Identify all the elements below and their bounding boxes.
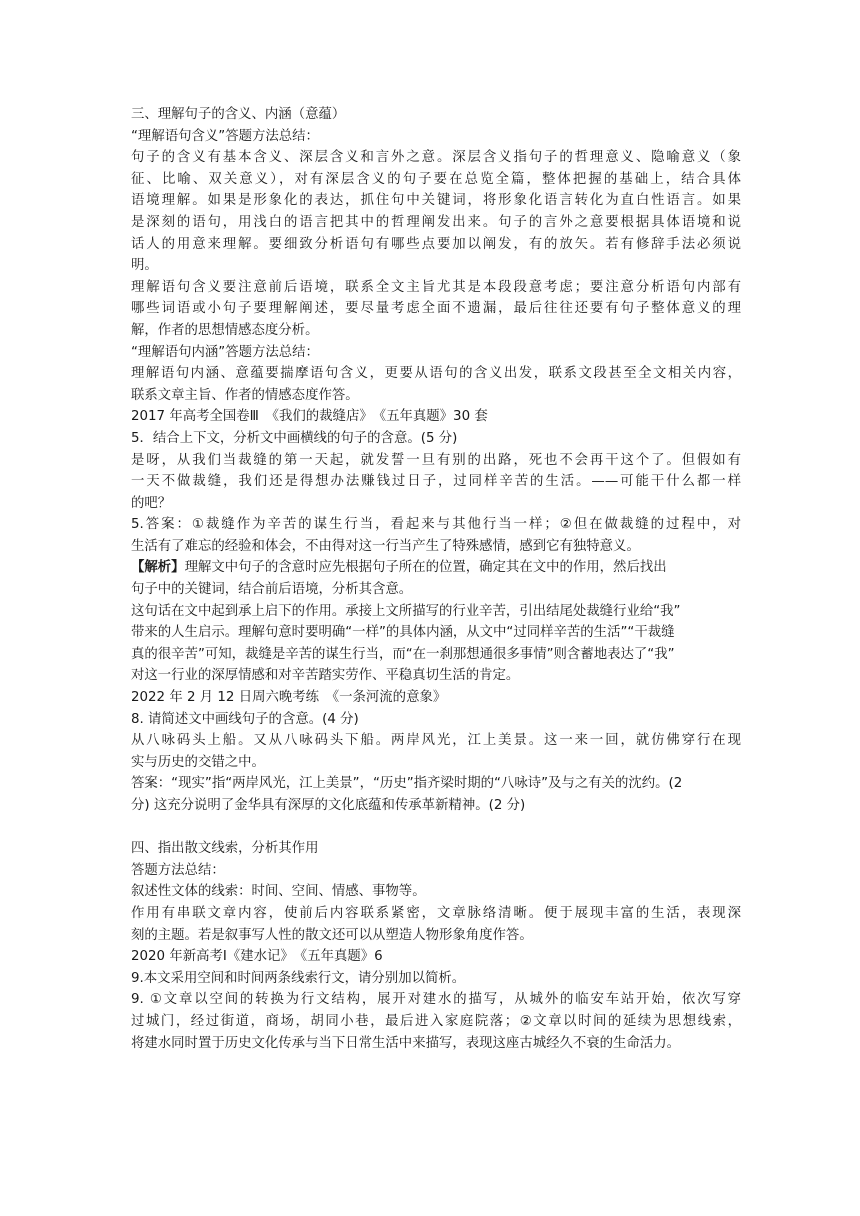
example2-answer-line: 分) 这充分说明了金华具有深厚的文化底蕴和传承革新精神。(2 分) (131, 798, 526, 813)
paragraph-line: 解，作者的思想情感态度分析。 (131, 322, 319, 338)
example1-source: 2017 年高考全国卷Ⅲ 《我们的裁缝店》 《五年真题》30 套 (131, 409, 488, 425)
example1-answer-line: 生活有了难忘的经验和体会，不由得对这一行当产生了特殊感情，感到它有独特意义。 (131, 538, 640, 554)
example3-answer-line: 将建水同时置于历史文化传承与当下日常生活中来描写，表现这座古城经久不衰的生命活力。 (131, 1035, 681, 1051)
paragraph-line: 理解语句内涵、意蕴要揣摩语句含义，更要从语句的含义出发，联系文段甚至全文相关内容， (131, 366, 741, 382)
example2-question: 8. 请简述文中画线句子的含意。(4 分) (131, 711, 359, 727)
paragraph-line: 作用有串联文章内容，使前后内容联系紧密，文章脉络清晰。便于展现丰富的生活，表现深 (131, 905, 741, 921)
spacer (131, 817, 741, 839)
example2-answer-line: 答案：“现实”指“两岸风光，江上美景”，“历史”指齐梁时期的“八咏诗”及与之有关的沈约。(2 (131, 776, 683, 792)
example1-question: 5．结合上下文，分析文中画横线的句子的含意。(5 分) (131, 430, 458, 446)
example1-answer-line: 5.答案：①裁缝作为辛苦的谋生行当，看起来与其他行当一样；②但在做裁缝的过程中，对 (131, 517, 741, 533)
paragraph-line: 联系文章主旨、作者的情感态度作答。 (131, 387, 359, 403)
example3-answer-line: 9. ①文章以空间的转换为行文结构，展开对建水的描写，从城外的临安车站开始，依次写穿 (131, 992, 741, 1008)
example1-analysis2-line: 对这一行业的深厚情感和对辛苦踏实劳作、平稳真切生活的肯定。 (131, 668, 520, 684)
example2-text-line: 从八咏码头上船。又从八咏码头下船。两岸风光，江上美景。这一来一回，就仿佛穿行在现 (131, 733, 741, 749)
paragraph-line: 是深刻的语句，用浅白的语言把其中的哲理阐发出来。句子的言外之意要根据具体语境和说 (131, 214, 741, 230)
paragraph-line: 哪些词语或小句子要理解阐述，要尽量考虑全面不遗漏，最后往往还要有句子整体意义的理 (131, 301, 741, 317)
example1-text-line: 一天不做裁缝，我们还是得想办法赚钱过日子，过同样辛苦的生活。——可能干什么都一样 (131, 474, 741, 490)
analysis-tag: 【解析】 (131, 560, 185, 576)
example3-source: 2020 年新高考Ⅰ《建水记》 《五年真题》6 (131, 949, 383, 965)
paragraph-line: 句子的含义有基本含义、深层含义和言外之意。深层含义指句子的哲理意义、隐喻意义（象 (131, 150, 741, 166)
document-page (131, 104, 741, 1054)
example1-analysis2-line: 真的很辛苦”可知，裁缝是辛苦的谋生行当，而“在一刹那想通很多事情”则含蓄地表达了“我” (131, 646, 675, 662)
example1-text-line: 是呀，从我们当裁缝的第一天起，就发誓一旦有别的出路，死也不会再干这个了。但假如有 (131, 452, 741, 468)
section4-heading: 四、指出散文线索，分析其作用 (131, 841, 319, 857)
example1-analysis2-line: 带来的人生启示。理解句意时要明确“一样”的具体内涵，从文中“过同样辛苦的生活”“干裁缝 (131, 625, 675, 641)
paragraph-line: 话人的用意来理解。要细致分析语句有哪些点要加以阐发，有的放矢。若有修辞手法必须说 (131, 236, 741, 252)
section4-subheading: 答题方法总结： (131, 862, 225, 878)
example1-text-line: 的吧？ (131, 495, 172, 511)
example1-analysis-line (131, 557, 741, 579)
section3-subheading-connotation: “理解语句内涵”答题方法总结： (131, 344, 319, 360)
example1-analysis-line: 句子中的关键词，结合前后语境，分析其含意。 (131, 582, 413, 598)
example2-source: 2022 年 2 月 12 日周六晚考练 《一条河流的意象》 (131, 690, 447, 706)
paragraph-line: 刻的主题。若是叙事写人性的散文还可以从塑造人物形象角度作答。 (131, 927, 533, 943)
analysis-text: 理解文中句子的含意时应先根据句子所在的位置，确定其在文中的作用，然后找出 (184, 560, 667, 576)
example2-text-line: 实与历史的交错之中。 (131, 754, 265, 770)
paragraph-line: 征、比喻、双关意义），对有深层含义的句子要在总览全篇，整体把握的基础上，结合具体 (131, 171, 741, 187)
example3-answer-line: 过城门，经过街道，商场，胡同小巷，最后进入家庭院落；②文章以时间的延续为思想线索， (131, 1013, 741, 1029)
section3-subheading-meaning: “理解语句含义”答题方法总结： (131, 128, 319, 144)
example3-question: 9.本文采用空间和时间两条线索行文，请分别加以简析。 (131, 970, 466, 986)
paragraph-line: 语境理解。如果是形象化的表达，抓住句中关键词，将形象化语言转化为直白性语言。如果 (131, 193, 741, 209)
paragraph-line: 理解语句含义要注意前后语境，联系全文主旨尤其是本段段意考虑；要注意分析语句内部有 (131, 279, 741, 295)
paragraph-line: 叙述性文体的线索：时间、空间、情感、事物等。 (131, 884, 426, 900)
section3-heading: 三、理解句子的含义、内涵（意蕴） (131, 107, 346, 122)
example1-analysis2-line: 这句话在文中起到承上启下的作用。承接上文所描写的行业辛苦，引出结尾处裁缝行业给“我” (131, 603, 681, 619)
paragraph-line: 明。 (131, 258, 158, 274)
